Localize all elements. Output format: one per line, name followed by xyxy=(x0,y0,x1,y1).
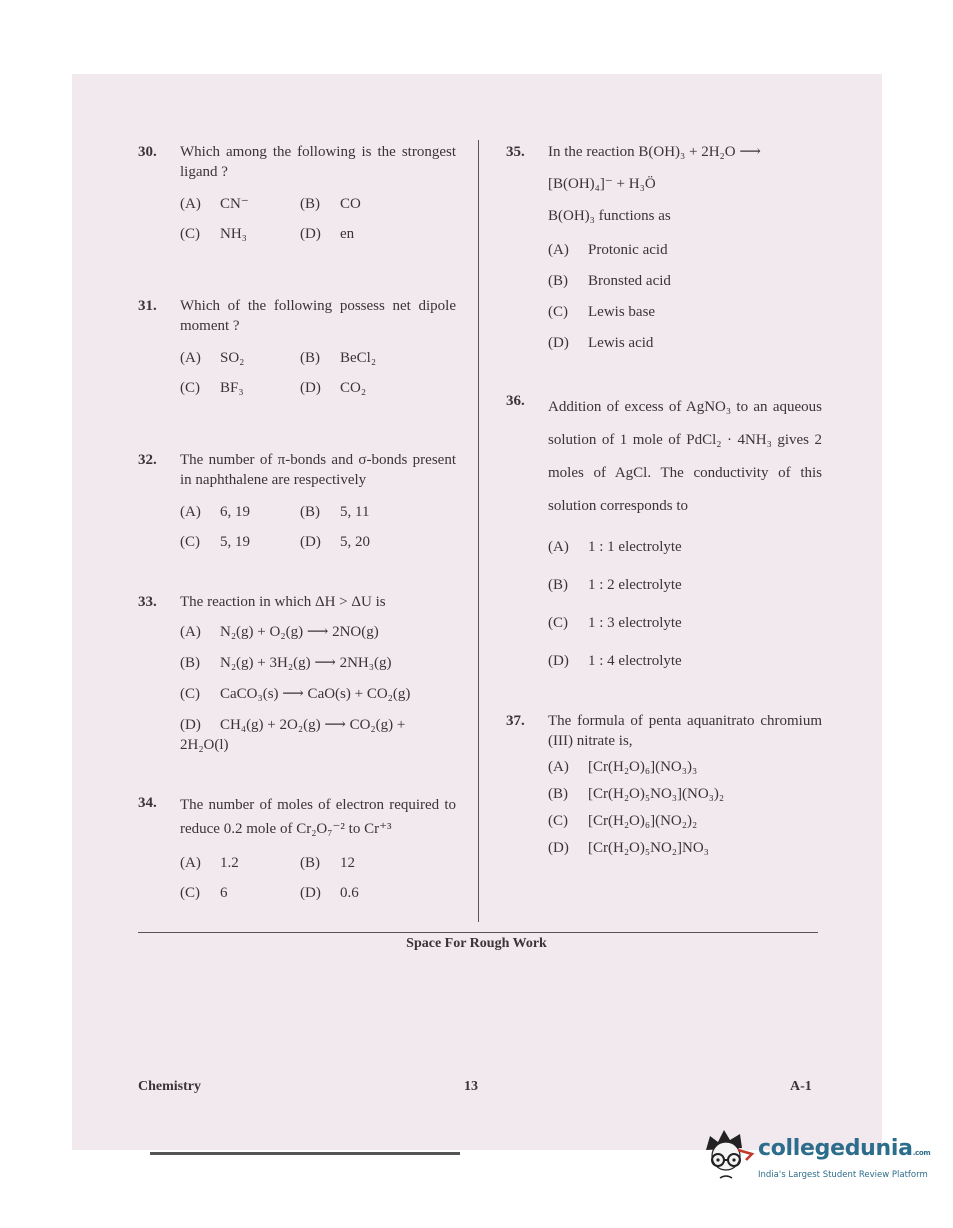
option-b[interactable]: (B) N₂(g) + 3H₂(g) ⟶ 2NH₃(g) xyxy=(180,655,392,671)
rough-work-divider xyxy=(138,932,818,933)
option-a[interactable]: (A) 1 : 1 electrolyte xyxy=(548,539,682,555)
question-33 xyxy=(138,592,456,755)
option-d[interactable]: (D) CO₂ xyxy=(300,380,367,396)
option-a[interactable]: (A) [Cr(H₂O)₆](NO₃)₃ xyxy=(548,759,698,775)
option-c[interactable]: (C) 5, 19 xyxy=(180,534,250,550)
right-column xyxy=(506,142,822,858)
question-text: The formula of penta aquanitrato chromium (III) nitrate is, xyxy=(548,713,822,749)
question-number: 32. xyxy=(138,452,157,468)
question-text: Which of the following possess net dipole moment ? xyxy=(180,298,456,334)
option-b[interactable]: (B) [Cr(H₂O)₅NO₃](NO₃)₂ xyxy=(548,786,725,802)
option-d[interactable]: (D) 0.6 xyxy=(300,885,359,901)
option-c[interactable]: (C) CaCO₃(s) ⟶ CaO(s) + CO₂(g) xyxy=(180,686,411,702)
question-line-2: [B(OH)₄]⁻ + H₃Ö xyxy=(548,176,656,192)
option-a[interactable]: (A) Protonic acid xyxy=(548,242,668,258)
scan-edge-line xyxy=(150,1152,460,1155)
question-text: Addition of excess of AgNO₃ to an aqueous solution of 1 mole of PdCl₂ · 4NH₃ gives 2 moles of AgCl. The conductivity of this solution corresponds to xyxy=(548,399,822,514)
question-31 xyxy=(138,296,456,398)
question-number: 33. xyxy=(138,594,157,610)
option-b[interactable]: (B) 12 xyxy=(300,855,355,871)
option-c[interactable]: (C) BF₃ xyxy=(180,380,244,396)
option-a[interactable]: (A) CN⁻ xyxy=(180,196,249,212)
options xyxy=(180,622,456,755)
question-34 xyxy=(138,793,456,903)
option-b[interactable]: (B) Bronsted acid xyxy=(548,273,671,289)
option-a[interactable]: (A) N₂(g) + O₂(g) ⟶ 2NO(g) xyxy=(180,624,379,640)
brand-tagline: India's Largest Student Review Platform xyxy=(758,1170,928,1180)
option-a[interactable]: (A) 6, 19 xyxy=(180,504,250,520)
question-number: 30. xyxy=(138,144,157,160)
options xyxy=(180,853,456,903)
option-b[interactable]: (B) 1 : 2 electrolyte xyxy=(548,577,682,593)
collegedunia-brand[interactable] xyxy=(696,1126,931,1196)
question-text: In the reaction B(OH)₃ + 2H₂O ⟶ xyxy=(548,144,761,160)
options xyxy=(548,240,822,353)
option-a[interactable]: (A) SO₂ xyxy=(180,350,245,366)
option-d[interactable]: (D) [Cr(H₂O)₅NO₂]NO₃ xyxy=(548,840,709,856)
question-text: The number of π-bonds and σ-bonds present in naphthalene are respectively xyxy=(180,452,456,488)
footer-page-number: 13 xyxy=(464,1079,478,1094)
options xyxy=(180,194,456,244)
option-d[interactable]: (D) en xyxy=(300,226,355,242)
option-c[interactable]: (C) Lewis base xyxy=(548,304,656,320)
question-30 xyxy=(138,142,456,244)
left-column xyxy=(138,142,456,903)
student-glasses-logo-icon xyxy=(696,1126,758,1188)
option-b[interactable]: (B) CO xyxy=(300,196,361,212)
rough-work-label: Space For Rough Work xyxy=(406,936,547,951)
option-d[interactable]: (D) 5, 20 xyxy=(300,534,370,550)
options xyxy=(180,502,456,552)
option-d[interactable]: (D) 1 : 4 electrolyte xyxy=(548,653,682,669)
option-c[interactable]: (C) 6 xyxy=(180,885,228,901)
question-35 xyxy=(506,142,822,353)
option-b[interactable]: (B) 5, 11 xyxy=(300,504,370,520)
question-number: 31. xyxy=(138,298,157,314)
option-a[interactable]: (A) 1.2 xyxy=(180,855,239,871)
option-c[interactable]: (C) [Cr(H₂O)₆](NO₂)₂ xyxy=(548,813,698,829)
question-number: 35. xyxy=(506,144,525,160)
question-36 xyxy=(506,391,822,671)
option-c[interactable]: (C) NH₃ xyxy=(180,226,247,242)
options xyxy=(548,757,822,858)
options xyxy=(180,348,456,398)
options xyxy=(548,537,822,671)
option-d-continued: 2H₂O(l) xyxy=(180,737,229,753)
option-d[interactable]: (D) Lewis acid xyxy=(548,335,654,351)
question-number: 36. xyxy=(506,393,525,409)
question-32 xyxy=(138,450,456,552)
option-c[interactable]: (C) 1 : 3 electrolyte xyxy=(548,615,682,631)
question-number: 34. xyxy=(138,795,157,811)
option-b[interactable]: (B) BeCl₂ xyxy=(300,350,377,366)
question-text: Which among the following is the strongest ligand ? xyxy=(180,144,456,180)
question-text: The number of moles of electron required to reduce 0.2 mole of Cr₂O₇⁻² to Cr⁺³ xyxy=(180,797,456,837)
option-d[interactable]: (D) CH₄(g) + 2O₂(g) ⟶ CO₂(g) + xyxy=(180,717,406,733)
question-number: 37. xyxy=(506,713,525,729)
footer-code: A-1 xyxy=(790,1079,812,1094)
question-line-3: B(OH)₃ functions as xyxy=(548,208,671,224)
brand-name: collegedunia.com xyxy=(758,1136,931,1161)
question-text: The reaction in which ΔH > ΔU is xyxy=(180,594,386,610)
footer-subject: Chemistry xyxy=(138,1079,201,1094)
question-37 xyxy=(506,711,822,858)
column-divider xyxy=(478,140,479,922)
